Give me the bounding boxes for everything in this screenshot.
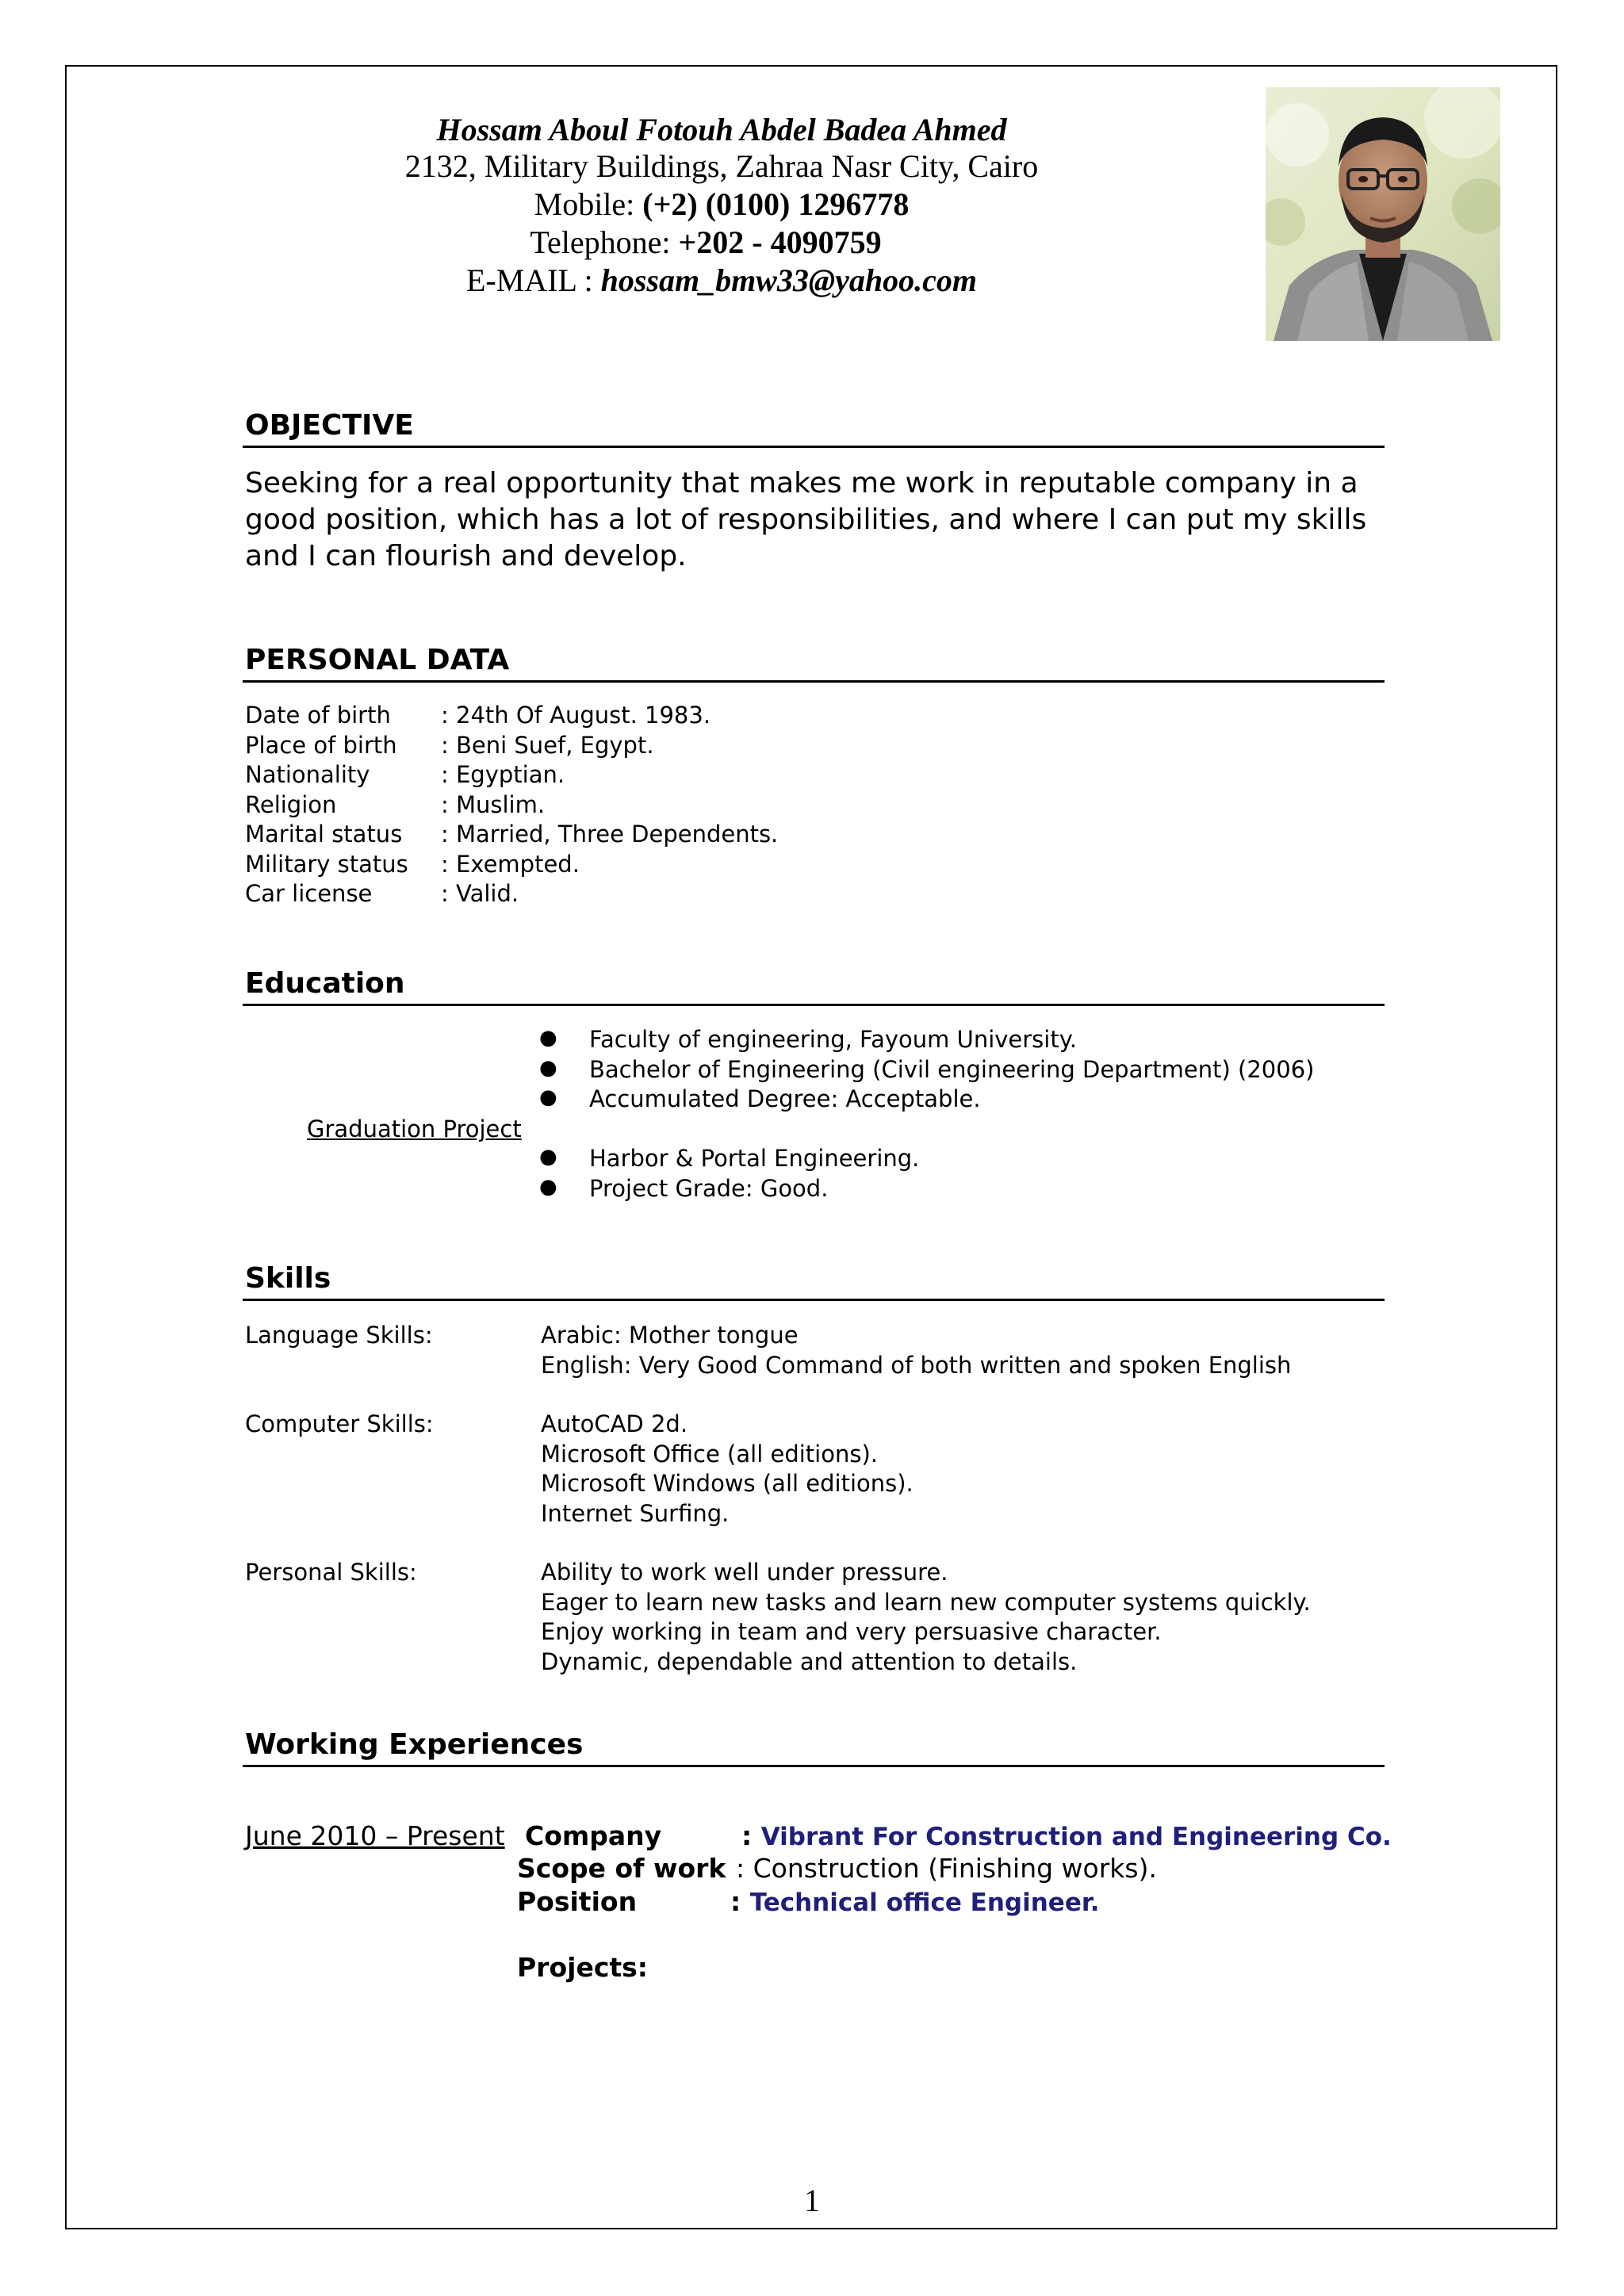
- language-skill: Arabic: Mother tongue: [541, 1322, 799, 1349]
- education-title: Education: [245, 967, 405, 1000]
- computer-skills-label: Computer Skills:: [245, 1410, 434, 1437]
- pd-label: Military status: [245, 850, 408, 878]
- personal-data-rule: [243, 680, 1385, 683]
- personal-skill: Ability to work well under pressure.: [541, 1559, 948, 1586]
- bullet-icon: ●: [539, 1026, 557, 1050]
- pd-value: : Valid.: [441, 880, 519, 907]
- email-line: [325, 262, 1118, 300]
- pd-label: Marital status: [245, 821, 403, 848]
- pd-value: : 24th Of August. 1983.: [441, 702, 711, 729]
- position-value: Technical office Engineer.: [749, 1888, 1100, 1917]
- objective-title: OBJECTIVE: [245, 409, 414, 442]
- graduation-project-label: Graduation Project: [307, 1115, 522, 1142]
- objective-text: Seeking for a real opportunity that makes me work in reputable company in a good position, which has a lot of responsibilities, and where I can put my skills and I can flourish and develop.: [245, 467, 1367, 572]
- personal-skill: Eager to learn new tasks and learn new computer systems quickly.: [541, 1588, 1311, 1616]
- project-item: Harbor & Portal Engineering.: [589, 1145, 920, 1172]
- skills-title: Skills: [245, 1262, 331, 1295]
- company-colon: :: [741, 1820, 761, 1851]
- bullet-icon: ●: [539, 1085, 557, 1109]
- pd-value: : Muslim.: [441, 790, 546, 818]
- email-value: hossam_bmw33@yahoo.com: [600, 262, 978, 298]
- language-skills-label: Language Skills:: [245, 1322, 433, 1349]
- mobile-line: [325, 186, 1118, 224]
- skills-rule: [243, 1299, 1385, 1301]
- bullet-icon: ●: [539, 1145, 557, 1169]
- project-item: Project Grade: Good.: [589, 1174, 829, 1202]
- page-number: 1: [804, 2183, 820, 2218]
- company-line: [741, 1820, 1392, 1851]
- position-label: Position: [517, 1886, 638, 1917]
- telephone-value: +202 - 4090759: [678, 224, 882, 260]
- profile-photo: [1266, 87, 1500, 341]
- personal-skills-label: Personal Skills:: [245, 1559, 417, 1586]
- address: 2132, Military Buildings, Zahraa Nasr City, Cairo: [404, 148, 1039, 184]
- bullet-icon: ●: [539, 1174, 557, 1199]
- personal-skill: Enjoy working in team and very persuasive character.: [541, 1618, 1162, 1645]
- pd-label: Car license: [245, 880, 373, 907]
- pd-label: Place of birth: [245, 731, 397, 759]
- mobile-value: (+2) (0100) 1296778: [642, 186, 910, 222]
- candidate-name: Hossam Aboul Fotouh Abdel Badea Ahmed: [436, 112, 1007, 147]
- pd-label: Religion: [245, 790, 337, 818]
- telephone-label: Telephone:: [530, 224, 679, 260]
- scope-value: : Construction (Finishing works).: [736, 1853, 1157, 1884]
- telephone-line: [309, 224, 1102, 262]
- scope-label: Scope of work: [517, 1853, 726, 1884]
- personal-skill: Dynamic, dependable and attention to details.: [541, 1647, 1078, 1675]
- personal-data-title: PERSONAL DATA: [245, 644, 510, 676]
- company-label: Company: [525, 1820, 662, 1851]
- bullet-icon: ●: [539, 1055, 557, 1080]
- experience-period: June 2010 – Present: [245, 1820, 505, 1851]
- computer-skill: AutoCAD 2d.: [541, 1410, 688, 1437]
- education-rule: [243, 1004, 1385, 1006]
- position-colon: :: [730, 1886, 750, 1917]
- pd-value: : Egyptian.: [441, 761, 565, 788]
- education-item: Faculty of engineering, Fayoum University.: [589, 1026, 1077, 1053]
- objective-rule: [243, 446, 1385, 448]
- education-item: Bachelor of Engineering (Civil engineering Department) (2006): [589, 1055, 1315, 1083]
- email-label: E-MAIL :: [465, 262, 601, 298]
- language-skill: English: Very Good Command of both written and spoken English: [541, 1351, 1292, 1379]
- pd-value: : Married, Three Dependents.: [441, 821, 779, 848]
- pd-value: : Beni Suef, Egypt.: [441, 731, 654, 759]
- computer-skill: Microsoft Windows (all editions).: [541, 1470, 914, 1497]
- company-value: Vibrant For Construction and Engineering Co.: [760, 1823, 1392, 1851]
- education-item: Accumulated Degree: Acceptable.: [589, 1085, 981, 1112]
- pd-value: : Exempted.: [441, 850, 580, 878]
- mobile-label: Mobile:: [534, 186, 643, 222]
- position-line: [730, 1886, 1099, 1917]
- projects-label: Projects:: [517, 1952, 648, 1983]
- experience-rule: [243, 1765, 1385, 1767]
- pd-label: Nationality: [245, 761, 370, 788]
- computer-skill: Microsoft Office (all editions).: [541, 1440, 878, 1468]
- computer-skill: Internet Surfing.: [541, 1499, 730, 1527]
- experience-title: Working Experiences: [245, 1728, 584, 1761]
- pd-label: Date of birth: [245, 702, 391, 729]
